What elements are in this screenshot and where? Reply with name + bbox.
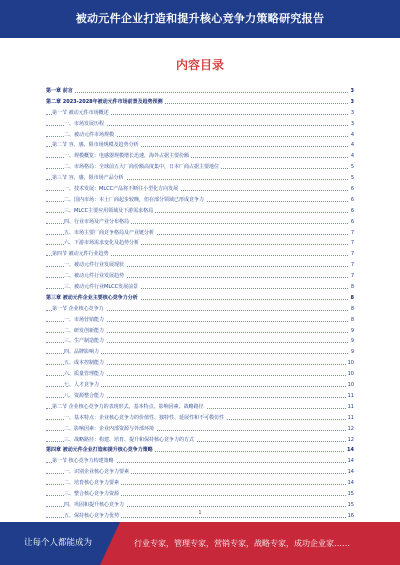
toc-entry-label: 一、被动元件行业发展现状 bbox=[64, 262, 125, 269]
toc-entry-page: 3 bbox=[349, 86, 354, 97]
toc-entry-label: 第三章 被动元件企业主要核心竞争力分析 bbox=[46, 294, 138, 301]
toc-entry-page: 6 bbox=[349, 206, 354, 217]
toc-entry-page: 8 bbox=[349, 282, 354, 293]
toc-entry[interactable] bbox=[46, 358, 354, 369]
toc-entry-page: 14 bbox=[346, 467, 354, 478]
toc-entry[interactable] bbox=[46, 424, 354, 435]
toc-entry-label: 三、战略路径：构建、培育、提升和保持核心竞争力的方式 bbox=[64, 436, 195, 443]
toc-entry[interactable] bbox=[46, 282, 354, 293]
toc-entry[interactable] bbox=[46, 380, 354, 391]
toc-entry[interactable] bbox=[46, 238, 354, 249]
toc-entry-page: 4 bbox=[349, 151, 354, 162]
toc-entry[interactable] bbox=[46, 445, 354, 456]
toc-entry-label: 第二章 2023-2028年被动元件市场前景及趋势预测 bbox=[46, 98, 163, 105]
toc-entry[interactable] bbox=[46, 119, 354, 130]
toc-entry-page: 12 bbox=[346, 435, 354, 446]
toc-entry-page: 7 bbox=[349, 249, 354, 260]
toc-entry-page: 11 bbox=[346, 391, 354, 402]
toc-entry[interactable] bbox=[46, 173, 354, 184]
toc-entry-page: 6 bbox=[349, 195, 354, 206]
toc-entry-page: 10 bbox=[346, 380, 354, 391]
toc-entry-label: 三、被动元件行业MLCC发展前景 bbox=[64, 284, 139, 291]
toc-entry-page: 7 bbox=[349, 260, 354, 271]
toc-entry-label: 二、国内市场：本土厂商起步较晚，但在部分领域已形成竞争力 bbox=[64, 196, 205, 203]
table-of-contents bbox=[46, 86, 354, 522]
toc-entry-page: 5 bbox=[349, 173, 354, 184]
toc-entry-label: 第四节 被动元件行业趋势 bbox=[52, 251, 109, 258]
report-title: 被动元件企业打造和提升核心竞争力策略研究报告 bbox=[75, 12, 325, 25]
toc-entry-label: 二、市场格局：全球前五大厂商份额高度集中，日本厂商占据主要地位 bbox=[64, 164, 220, 171]
toc-entry-page: 8 bbox=[349, 293, 354, 304]
toc-entry[interactable] bbox=[46, 130, 354, 141]
toc-entry[interactable] bbox=[46, 326, 354, 337]
toc-entry[interactable] bbox=[46, 456, 354, 467]
toc-entry-page: 3 bbox=[349, 108, 354, 119]
toc-entry-label: 二、研发创新能力 bbox=[64, 327, 105, 334]
toc-entry-page: 7 bbox=[349, 228, 354, 239]
toc-entry-label: 八、资源整合能力 bbox=[64, 392, 105, 399]
toc-entry[interactable] bbox=[46, 304, 354, 315]
toc-entry-page: 9 bbox=[349, 336, 354, 347]
toc-entry-label: 一、市场发展历程 bbox=[64, 120, 105, 127]
toc-entry-label: 二、被动元件市场规模 bbox=[64, 131, 115, 138]
toc-entry[interactable] bbox=[46, 228, 354, 239]
toc-entry[interactable] bbox=[46, 140, 354, 151]
toc-entry-label: 第一节 核心竞争力构建策略 bbox=[52, 458, 114, 465]
toc-entry[interactable] bbox=[46, 97, 354, 108]
toc-entry[interactable] bbox=[46, 108, 354, 119]
toc-entry-page: 6 bbox=[349, 217, 354, 228]
toc-entry-page: 15 bbox=[346, 489, 354, 500]
toc-entry[interactable] bbox=[46, 293, 354, 304]
toc-entry[interactable] bbox=[46, 336, 354, 347]
toc-entry-page: 3 bbox=[349, 97, 354, 108]
toc-entry[interactable] bbox=[46, 86, 354, 97]
toc-entry-page: 9 bbox=[349, 347, 354, 358]
footer-slogan-right: 行业专家，管理专家，营销专家，战略专家，成功企业家…… bbox=[134, 539, 350, 548]
toc-entry[interactable] bbox=[46, 489, 354, 500]
toc-entry-page: 16 bbox=[346, 511, 354, 522]
toc-entry-page: 14 bbox=[346, 478, 354, 489]
toc-entry[interactable] bbox=[46, 162, 354, 173]
toc-entry-page: 12 bbox=[346, 424, 354, 435]
toc-entry-label: 第一节 企业核心竞争力 bbox=[52, 305, 104, 312]
toc-entry-page: 9 bbox=[349, 326, 354, 337]
toc-entry-page: 7 bbox=[349, 238, 354, 249]
toc-entry[interactable] bbox=[46, 369, 354, 380]
toc-entry-label: 五、市场主要厂商竞争格局及产业链分析 bbox=[64, 229, 155, 236]
toc-entry[interactable] bbox=[46, 217, 354, 228]
toc-entry-page: 11 bbox=[346, 413, 354, 424]
toc-entry[interactable] bbox=[46, 195, 354, 206]
toc-title: 内容目录 bbox=[175, 58, 224, 72]
toc-entry-label: 五、保持核心竞争力优势 bbox=[64, 512, 120, 519]
toc-entry-label: 第一节 被动元件市场概述 bbox=[52, 109, 109, 116]
toc-entry-page: 14 bbox=[345, 445, 354, 456]
toc-entry-label: 一、规模概览：电感器规模增长迅速，海外占据主要份额 bbox=[64, 153, 190, 160]
toc-entry-page: 3 bbox=[349, 119, 354, 130]
toc-entry-label: 三、MLCC主要应用领域及下游需求格局 bbox=[64, 207, 154, 214]
toc-entry-page: 4 bbox=[349, 130, 354, 141]
toc-entry-label: 六、质量管理能力 bbox=[64, 371, 105, 378]
toc-entry[interactable] bbox=[46, 315, 354, 326]
toc-entry-label: 二、影响因素：企业内部资源与外部环境 bbox=[64, 425, 155, 432]
toc-entry-label: 四、品牌影响力 bbox=[64, 349, 100, 356]
toc-entry[interactable] bbox=[46, 249, 354, 260]
toc-entry-label: 第二节 容、感、阻市场规模及趋势分析 bbox=[52, 142, 139, 149]
toc-entry-page: 8 bbox=[349, 304, 354, 315]
toc-entry-page: 5 bbox=[349, 162, 354, 173]
toc-entry-page: 6 bbox=[349, 184, 354, 195]
toc-entry-label: 七、人才竞争力 bbox=[64, 382, 100, 389]
toc-entry-label: 一、市场营销能力 bbox=[64, 316, 105, 323]
toc-entry[interactable] bbox=[46, 184, 354, 195]
page-number: 1 bbox=[198, 510, 202, 516]
toc-entry-label: 一、技术发展：MLCC产品将不断往小型化方向发展 bbox=[64, 186, 179, 193]
toc-entry[interactable] bbox=[46, 260, 354, 271]
toc-entry-page: 10 bbox=[346, 358, 354, 369]
toc-entry[interactable] bbox=[46, 467, 354, 478]
toc-entry-page: 11 bbox=[346, 402, 354, 413]
toc-entry-label: 三、整合核心竞争力资源 bbox=[64, 490, 120, 497]
toc-entry-label: 第四章 被动元件企业打造和提升核心竞争力策略 bbox=[46, 447, 153, 454]
toc-entry[interactable] bbox=[46, 347, 354, 358]
toc-entry[interactable] bbox=[46, 413, 354, 424]
toc-entry-label: 一、识别企业核心竞争力要素 bbox=[64, 469, 130, 476]
toc-entry-page: 15 bbox=[346, 500, 354, 511]
toc-entry-page: 7 bbox=[349, 271, 354, 282]
toc-entry-label: 第一章 前言 bbox=[46, 88, 73, 94]
toc-entry-page: 8 bbox=[349, 315, 354, 326]
toc-entry-page: 10 bbox=[346, 369, 354, 380]
toc-entry[interactable] bbox=[46, 206, 354, 217]
toc-entry-label: 第三节 容、感、阻市场产品分析 bbox=[52, 175, 124, 182]
toc-entry-label: 六、下游市场需求变化及趋势分析 bbox=[64, 240, 140, 247]
toc-entry[interactable] bbox=[46, 391, 354, 402]
toc-entry-page: 14 bbox=[346, 456, 354, 467]
toc-entry[interactable] bbox=[46, 402, 354, 413]
toc-entry[interactable] bbox=[46, 271, 354, 282]
toc-entry[interactable] bbox=[46, 435, 354, 446]
footer-slant-decoration bbox=[100, 522, 120, 565]
toc-leader-dots bbox=[46, 92, 348, 93]
footer-slogan-left: 让每个人都能成为 bbox=[24, 538, 93, 548]
toc-entry-page: 4 bbox=[349, 140, 354, 151]
toc-entry[interactable] bbox=[46, 478, 354, 489]
toc-entry[interactable] bbox=[46, 151, 354, 162]
toc-entry-label: 四、巩固和提升核心竞争力 bbox=[64, 501, 125, 508]
toc-entry-label: 一、基本特点：企业核心竞争力的价值性、独特性、延展性和不可模仿性 bbox=[64, 414, 225, 421]
toc-entry-label: 二、培育核心竞争力要素 bbox=[64, 480, 120, 487]
toc-entry-label: 五、成本控制能力 bbox=[64, 360, 105, 367]
toc-entry-label: 三、生产制造能力 bbox=[64, 338, 105, 345]
toc-entry-label: 第二节 企业核心竞争力的表现形式、基本特点、影响因素、战略路径 bbox=[52, 403, 204, 410]
toc-entry-label: 四、行业市场及产业分布格局 bbox=[64, 218, 130, 225]
toc-entry-label: 二、被动元件行业发展趋势 bbox=[64, 273, 125, 280]
